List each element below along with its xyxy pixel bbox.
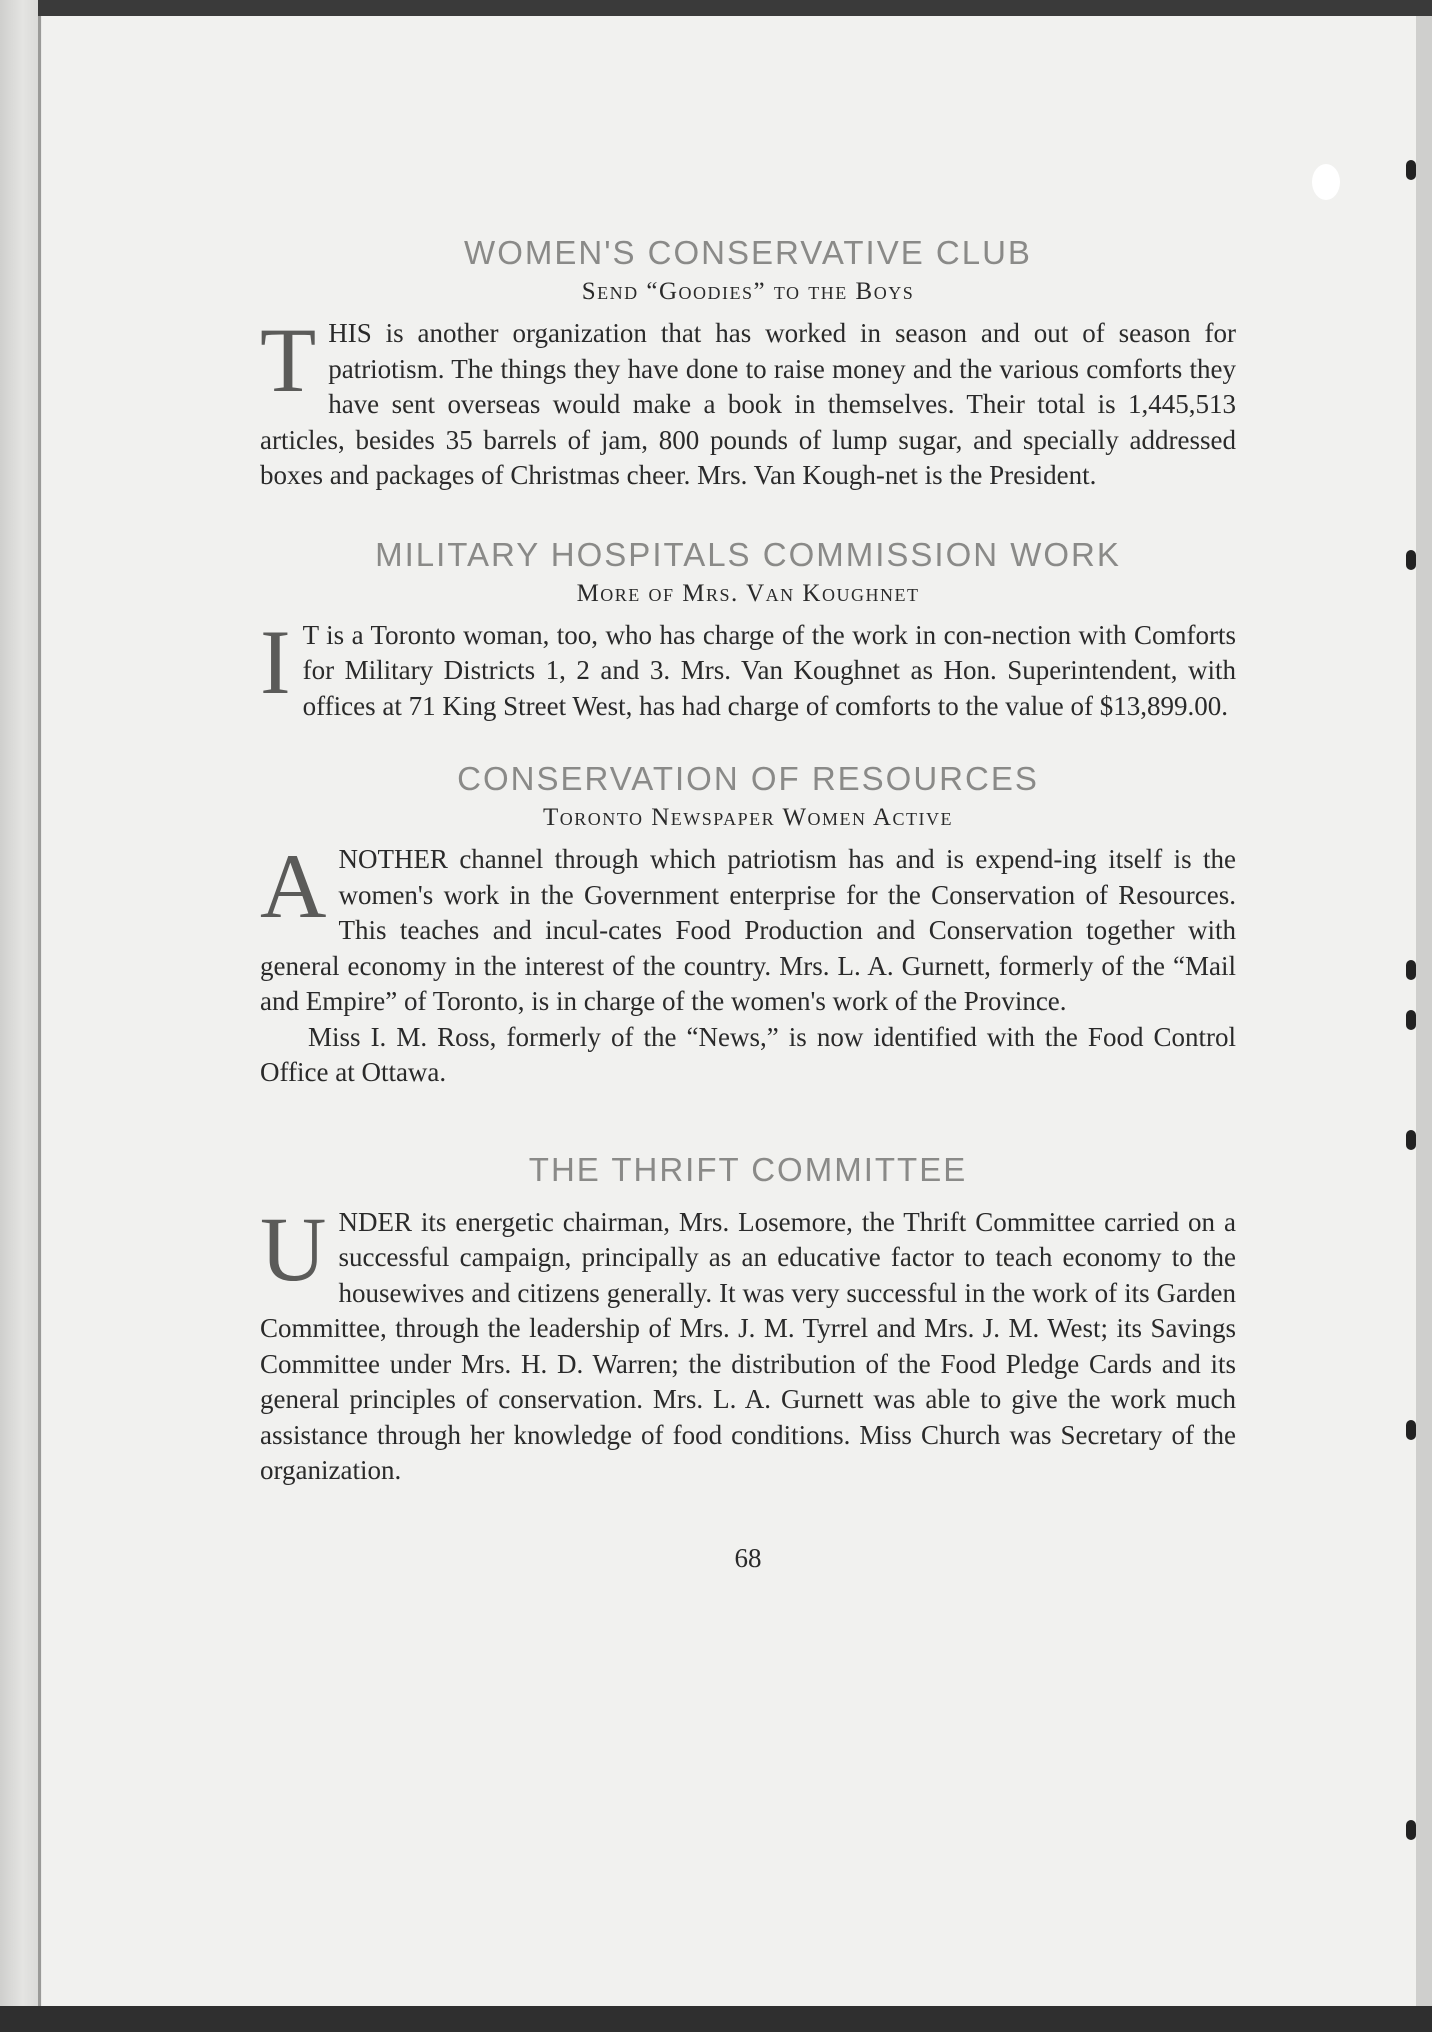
binding-thread [1406, 1010, 1416, 1030]
binding-edge-line [38, 16, 41, 2006]
section-subheading: Send “Goodies” to the Boys [581, 278, 915, 305]
paragraph-text: NOTHER channel through which patriotism has and is expend-ing itself is the women's work in the Government enterprise for the Conservation of Resources. This teaches and incul-cates Food Production and Conservation together with general economy in the interest of the country. Mrs. L. A. Gurnett, formerly of the “Mail and Empire” of Toronto, is in charge of the women's work of the Province. [260, 844, 1236, 1016]
paragraph-text: T is a Toronto woman, too, who has charge of the work in con-nection with Comforts for Military Districts 1, 2 and 3. Mrs. Van Koughnet as Hon. Superintendent, with offices at 71 King Street West, has had charge of comforts to the value of $13,899.00. [302, 619, 1236, 721]
drop-cap: U [260, 1197, 327, 1300]
binding-thread [1406, 550, 1416, 570]
section-subheading: More of Mrs. Van Koughnet [576, 579, 920, 607]
section-heading: THE THRIFT COMMITTEE [528, 1150, 968, 1188]
page-content [260, 216, 1236, 1574]
binding-thread [1406, 160, 1416, 180]
section-paragraph [260, 610, 1236, 725]
binding-thread [1406, 960, 1416, 980]
binding-thread [1406, 1420, 1416, 1440]
paragraph-text: NDER its energetic chairman, Mrs. Losemore, the Thrift Committee carried on a successful campaign, principally as an educative factor to teach economy to the housewives and citizens generally. It was very successful in the work of its Garden Committee, through the leadership of Mrs. J. M. Tyrrel and Mrs. J. M. West; its Savings Committee under Mrs. H. D. Warren; the distribution of the Food Pledge Cards and its general principles of conservation. Mrs. L. A. Gurnett was able to give the work much assistance through her knowledge of food conditions. Miss Church was Secretary of the organization. [260, 1206, 1236, 1485]
section-thrift-committee [260, 1151, 1236, 1489]
binding-thread [1406, 1820, 1416, 1840]
page-number: 68 [734, 1542, 762, 1573]
section-paragraph [260, 309, 1236, 494]
drop-cap: I [260, 610, 291, 713]
section-military-hospitals [260, 536, 1236, 725]
section-subheading: Toronto Newspaper Women Active [543, 804, 953, 831]
section-heading: WOMEN'S CONSERVATIVE CLUB [464, 234, 1032, 271]
scan-bottom-border [0, 2006, 1432, 2032]
section-paragraph [260, 1197, 1236, 1489]
binding-thread [1406, 1130, 1416, 1150]
drop-cap: T [260, 309, 317, 411]
section-paragraph [260, 835, 1236, 1020]
page-right-edge [1416, 16, 1432, 2006]
drop-cap: A [260, 835, 327, 937]
section-conservation-of-resources [260, 760, 1236, 1091]
section-heading: CONSERVATION OF RESOURCES [457, 760, 1039, 797]
scan-top-border [0, 0, 1432, 16]
binding-spine [0, 0, 38, 2032]
punch-hole [1312, 164, 1340, 200]
section-womens-conservative-club [260, 234, 1236, 494]
section-paragraph-2: Miss I. M. Ross, formerly of the “News,” is now identified with the Food Control Office at Ottawa. [260, 1021, 1236, 1087]
book-page [42, 16, 1416, 2006]
paragraph-text: HIS is another organization that has worked in season and out of season for patriotism. The things they have done to raise money and the various comforts they have sent overseas would make a book in themselves. Their total is 1,445,513 articles, besides 35 barrels of jam, 800 pounds of lump sugar, and specially addressed boxes and packages of Christmas cheer. Mrs. Van Kough-net is the President. [260, 318, 1236, 490]
section-heading: MILITARY HOSPITALS COMMISSION WORK [375, 535, 1121, 573]
